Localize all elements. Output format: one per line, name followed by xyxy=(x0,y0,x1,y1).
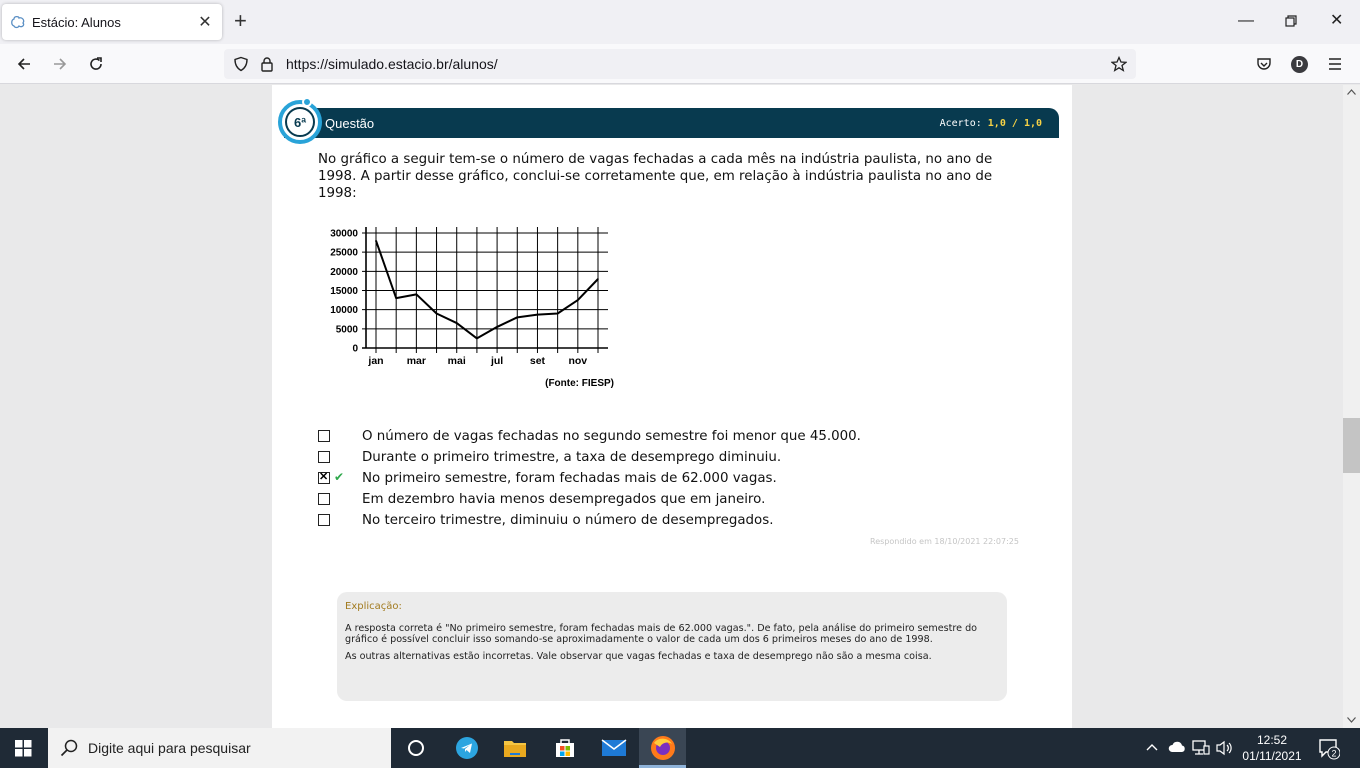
minimize-icon[interactable]: — xyxy=(1238,12,1254,29)
tab-bar xyxy=(0,0,1360,44)
y-tick-label: 15000 xyxy=(330,286,358,297)
tab-title: Estácio: Alunos xyxy=(32,14,121,30)
shield-icon[interactable] xyxy=(233,56,249,72)
checkbox[interactable] xyxy=(318,514,330,526)
explanation-paragraph-1: A resposta correta é "No primeiro semestre, foram fechadas mais de 62.000 vagas.". De fato, pela análise do primeiro semestre do gráfico é possível concluir isso somando-se aproximadamente o valor de cada um dos 6 primeiros meses do ano de 1998. xyxy=(345,623,978,645)
explanation-paragraph-2: As outras alternativas estão incorretas. Vale observar que vagas fechadas e taxa de desemprego não são a mesma coisa. xyxy=(345,651,932,662)
profile-avatar[interactable]: D xyxy=(1291,56,1308,73)
address-bar[interactable] xyxy=(224,49,1136,79)
y-tick-label: 30000 xyxy=(330,228,358,240)
file-explorer-icon[interactable] xyxy=(500,734,530,762)
data-point xyxy=(557,313,559,315)
answered-timestamp: Respondido em 18/10/2021 22:07:25 xyxy=(870,537,1019,546)
url-text: https://simulado.estacio.br/alunos/ xyxy=(286,56,498,72)
y-tick-label: 20000 xyxy=(330,266,358,278)
option-label: O número de vagas fechadas no segundo semestre foi menor que 45.000. xyxy=(362,429,861,444)
scrollbar[interactable] xyxy=(1343,85,1360,728)
telegram-icon[interactable] xyxy=(452,734,482,762)
navigation-bar xyxy=(0,44,1360,84)
badge-dot xyxy=(302,97,312,107)
question-number: 6ª xyxy=(285,107,315,137)
network-icon[interactable] xyxy=(1192,740,1210,756)
x-tick-label: jan xyxy=(368,355,384,367)
score-separator: / xyxy=(1011,118,1018,129)
x-tick-label: mai xyxy=(447,355,466,367)
clock-time: 12:52 xyxy=(1256,733,1288,747)
data-point xyxy=(577,299,579,301)
data-point xyxy=(496,326,498,328)
clock-date: 01/11/2021 xyxy=(1242,749,1302,763)
brain-favicon-icon xyxy=(10,14,26,30)
checkbox-checked[interactable] xyxy=(318,472,330,484)
close-window-icon[interactable]: ✕ xyxy=(1330,12,1344,29)
forward-icon[interactable] xyxy=(49,53,71,75)
correct-check-icon: ✔ xyxy=(334,470,345,484)
search-icon xyxy=(60,739,78,757)
x-tick-label: jul xyxy=(490,355,504,367)
bookmark-star-icon[interactable] xyxy=(1111,56,1127,72)
question-title: Questão xyxy=(325,116,375,131)
data-point xyxy=(375,240,377,242)
score-max: 1,0 xyxy=(1023,118,1042,129)
y-tick-label: 0 xyxy=(352,343,358,355)
taskbar-clock[interactable] xyxy=(1238,732,1306,764)
score xyxy=(940,118,1042,129)
scrollbar-thumb[interactable] xyxy=(1343,418,1360,473)
new-tab-icon[interactable]: + xyxy=(234,8,247,33)
pocket-icon[interactable] xyxy=(1256,56,1272,72)
close-tab-icon[interactable]: ✕ xyxy=(198,14,212,31)
chevron-up-icon[interactable] xyxy=(1146,743,1158,751)
data-point xyxy=(476,338,478,340)
search-placeholder: Digite aqui para pesquisar xyxy=(88,740,251,756)
score-label: Acerto: xyxy=(939,118,982,129)
browser-tab[interactable] xyxy=(2,4,222,40)
data-point xyxy=(537,314,539,316)
line-chart xyxy=(318,222,628,394)
cloud-icon[interactable] xyxy=(1168,741,1186,753)
notification-count: 2 xyxy=(1331,748,1337,759)
data-point xyxy=(516,317,518,319)
question-text: No gráfico a seguir tem-se o número de vagas fechadas a cada mês na indústria paulista, no ano de 1998. A partir desse gráfico, conclui-se corretamente que, em relação à indústria paulista no ano de 1998: xyxy=(318,152,993,201)
data-point xyxy=(456,322,458,324)
y-tick-label: 5000 xyxy=(335,324,358,336)
option-label: Durante o primeiro trimestre, a taxa de desemprego diminuiu. xyxy=(362,450,782,465)
restore-icon[interactable] xyxy=(1285,15,1297,27)
mail-icon[interactable] xyxy=(599,734,629,762)
option-label: Em dezembro havia menos desempregados que em janeiro. xyxy=(362,492,766,507)
option-label: No primeiro semestre, foram fechadas mais de 62.000 vagas. xyxy=(362,471,777,486)
data-point xyxy=(416,294,418,296)
lock-icon[interactable] xyxy=(260,56,274,72)
notification-icon[interactable] xyxy=(1318,738,1340,760)
series-line xyxy=(376,241,598,339)
task-view-icon[interactable] xyxy=(401,734,431,762)
data-point xyxy=(395,297,397,299)
x-tick-label: mar xyxy=(406,355,426,367)
menu-icon[interactable] xyxy=(1328,57,1342,71)
x-tick-label: set xyxy=(529,355,546,367)
x-tick-label: nov xyxy=(568,355,588,367)
store-icon[interactable] xyxy=(550,734,580,762)
checkbox[interactable] xyxy=(318,430,330,442)
taskbar-search[interactable] xyxy=(48,728,391,768)
data-point xyxy=(436,313,438,315)
taskbar xyxy=(0,728,1360,768)
option-label: No terceiro trimestre, diminuiu o número de desempregados. xyxy=(362,513,774,528)
question-number-badge xyxy=(278,100,322,144)
chart-source: (Fonte: FIESP) xyxy=(545,378,614,389)
checkbox[interactable] xyxy=(318,493,330,505)
windows-start-icon[interactable] xyxy=(15,740,32,757)
explanation-box xyxy=(337,592,1007,701)
y-tick-label: 25000 xyxy=(330,247,358,259)
volume-icon[interactable] xyxy=(1216,740,1234,756)
reload-icon[interactable] xyxy=(85,53,107,75)
score-value: 1,0 xyxy=(987,118,1006,129)
data-point xyxy=(597,278,599,280)
firefox-icon[interactable] xyxy=(648,734,678,762)
explanation-heading: Explicação: xyxy=(345,601,402,612)
scroll-down-icon[interactable] xyxy=(1347,717,1356,723)
checkbox[interactable] xyxy=(318,451,330,463)
y-tick-label: 10000 xyxy=(330,305,358,317)
back-icon[interactable] xyxy=(13,53,35,75)
scroll-up-icon[interactable] xyxy=(1347,89,1356,95)
